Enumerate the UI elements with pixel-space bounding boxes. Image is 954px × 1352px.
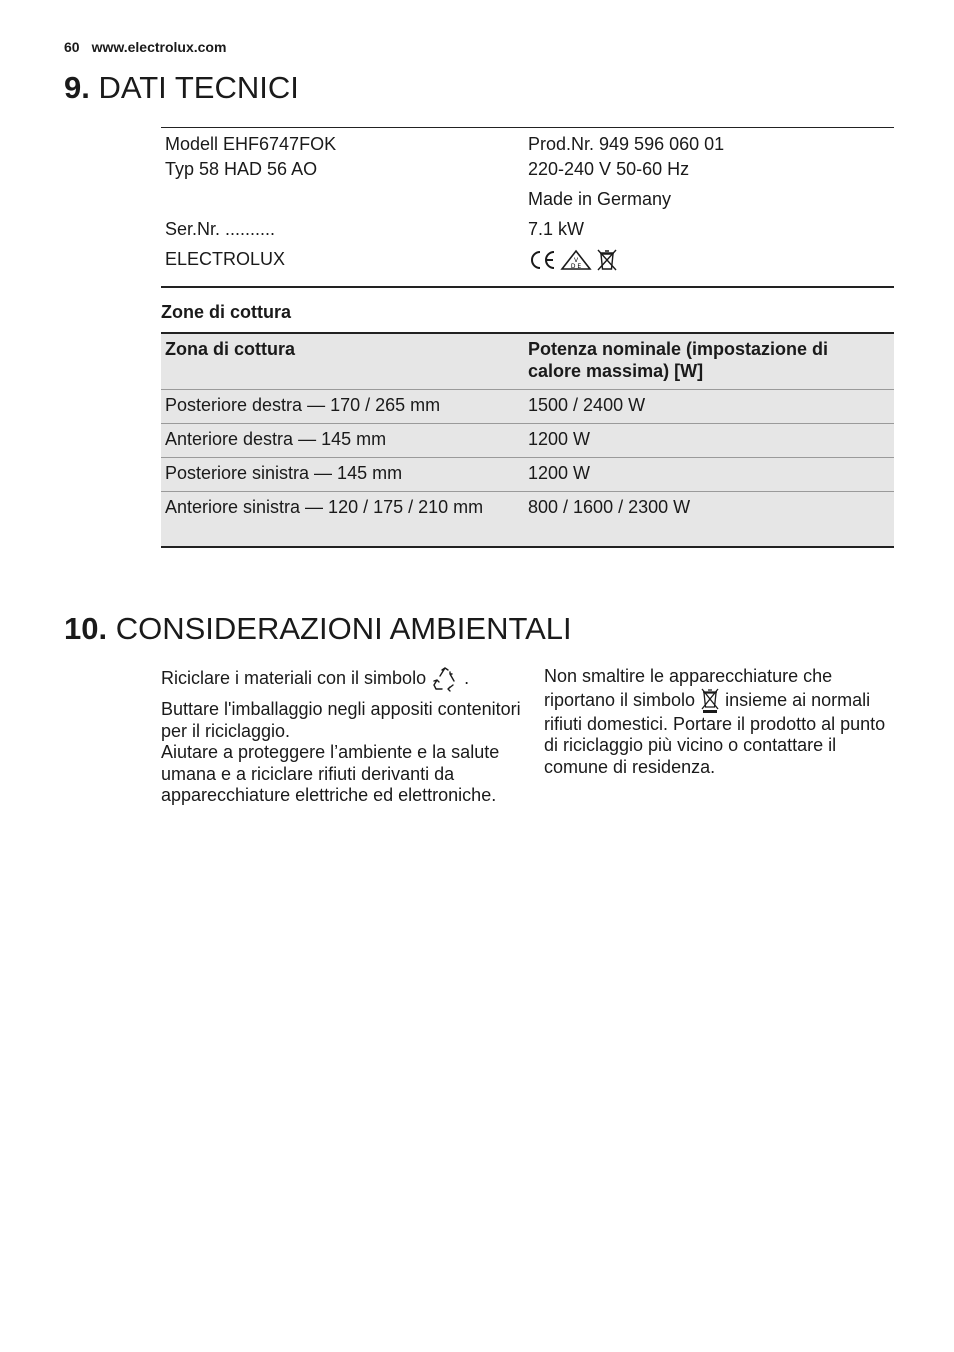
column-header: Zona di cottura (165, 339, 295, 359)
site-url[interactable]: www.electrolux.com (91, 39, 227, 55)
spec-cell: Ser.Nr. .......... (165, 219, 276, 239)
zones-subtitle: Zone di cottura (161, 302, 291, 322)
spec-cell (528, 248, 894, 286)
zone-cell: Posteriore sinistra — 145 mm (165, 463, 403, 483)
power-cell: 1200 W (528, 463, 591, 483)
spec-cell: ELECTROLUX (165, 249, 286, 269)
spec-row (161, 188, 894, 218)
weee-bin-icon (700, 688, 720, 714)
spec-row (161, 218, 894, 248)
table-row (161, 457, 894, 491)
env-left-column (161, 666, 531, 807)
table-row (161, 491, 894, 546)
weee-paragraph (544, 666, 904, 778)
spec-cell: Made in Germany (528, 189, 672, 209)
spec-cell: Typ 58 HAD 56 AO (165, 159, 318, 179)
paragraph-text: Riciclare i materiali con il simbolo (161, 667, 427, 688)
paragraph-text: Non smaltire le apparecchiature che riportano il simbolo (544, 666, 833, 710)
recycle-icon (431, 666, 459, 692)
spec-row (161, 248, 894, 286)
section-number: 10. (64, 611, 108, 646)
column-header: Potenza nominale (impostazione di calore massima) [W] (528, 339, 829, 381)
env-right-column (544, 666, 904, 778)
page-number: 60 (64, 39, 80, 55)
zone-cell: Posteriore destra — 170 / 265 mm (165, 395, 441, 415)
spec-cell (161, 188, 528, 218)
section-heading: CONSIDERAZIONI AMBIENTALI (115, 611, 572, 646)
power-cell: 800 / 1600 / 2300 W (528, 497, 691, 517)
zone-cell: Anteriore destra — 145 mm (165, 429, 387, 449)
spec-table (161, 127, 894, 288)
cooking-zones-table (161, 332, 894, 548)
packaging-paragraph: Buttare l'imballaggio negli appositi contenitori per il riciclaggio. (161, 699, 521, 741)
spec-cell: Modell EHF6747FOK (165, 134, 337, 154)
certification-marks (528, 248, 894, 272)
protect-paragraph: Aiutare a proteggere l’ambiente e la salute umana e a riciclare rifiuti derivanti da apparecchiature elettriche ed elettroniche. (161, 742, 500, 805)
spec-row (161, 158, 894, 188)
svg-text:D E: D E (570, 263, 582, 270)
section-heading: DATI TECNICI (98, 70, 299, 105)
table-header-row (161, 334, 894, 389)
table-row (161, 389, 894, 423)
spec-cell: Prod.Nr. 949 596 060 01 (528, 134, 725, 154)
zone-cell: Anteriore sinistra — 120 / 175 / 210 mm (165, 497, 484, 517)
section-9-title (64, 70, 299, 106)
vde-mark-icon (560, 249, 592, 271)
spec-row (161, 128, 894, 158)
recycle-paragraph (161, 666, 531, 692)
spec-cell: 220-240 V 50-60 Hz (528, 159, 690, 179)
section-10-title (64, 611, 572, 647)
power-cell: 1500 / 2400 W (528, 395, 646, 415)
paragraph-text: . (464, 667, 470, 688)
ce-mark-icon (528, 249, 556, 271)
paragraph-text: insieme ai normali rifiuti domestici. Portare il prodotto al punto di riciclaggio più vicino o contattare il comune di residenza. (544, 689, 886, 777)
section-number: 9. (64, 70, 90, 105)
weee-bin-icon (596, 248, 618, 272)
spec-cell: 7.1 kW (528, 219, 585, 239)
power-cell: 1200 W (528, 429, 591, 449)
page-header (64, 39, 226, 55)
svg-text:V: V (573, 257, 579, 264)
table-row (161, 423, 894, 457)
